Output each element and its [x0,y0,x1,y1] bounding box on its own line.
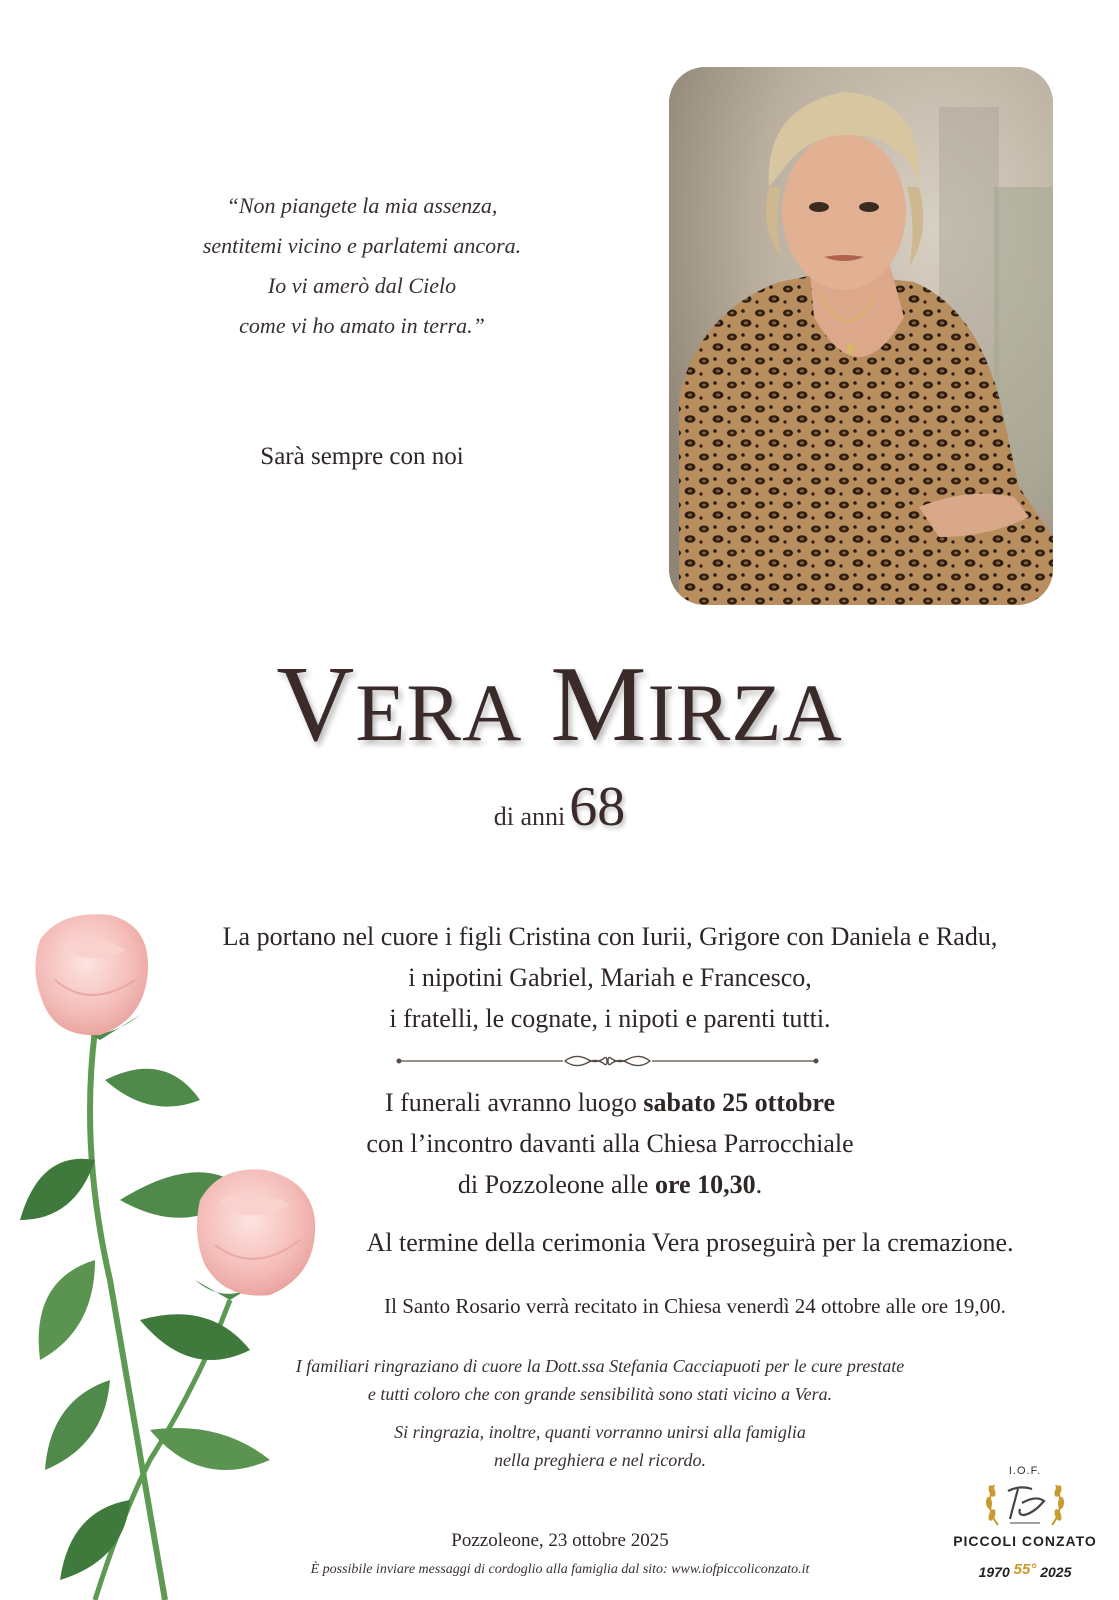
funeral-text: di Pozzoleone alle [457,1170,655,1199]
logo-years [945,1561,1105,1580]
thanks-note-2 [250,1418,950,1474]
ornament-divider [395,1050,820,1072]
quote-line: Io vi amerò dal Cielo [267,273,457,298]
subtitle: Sarà sempre con noi [260,443,464,470]
footer-link[interactable]: www.iofpiccoliconzato.it [671,1562,810,1577]
age-prefix: di anni [493,802,566,831]
funeral-text: con l’incontro davanti alla Chiesa Parrocchiale [366,1129,854,1158]
quote-line: sentitemi vicino e parlatemi ancora. [202,233,522,258]
name-first-rest: ERA [355,667,523,758]
name-last-initial: M [550,645,648,764]
logo-name: PICCOLI CONZATO [953,1533,1097,1549]
age-line [0,775,1119,839]
deceased-name [0,645,1119,768]
name-first-initial: V [276,645,356,764]
funeral-details [260,1082,960,1205]
cremation-note: Al termine della cerimonia Vera proseguirà per la cremazione. [366,1228,1014,1257]
place-date: Pozzoleone, 23 ottobre 2025 [451,1530,669,1551]
funeral-text: . [755,1170,763,1199]
family-line: i nipotini Gabriel, Mariah e Francesco, [408,963,812,992]
family-line: La portano nel cuore i figli Cristina con Iurii, Grigore con Daniela e Radu, [222,922,998,951]
funeral-text: I funerali avranno luogo [384,1088,644,1117]
quote-line: come vi ho amato in terra.” [239,313,485,338]
funeral-time: ore 10,30 [654,1170,756,1199]
funeral-home-logo [945,1465,1105,1590]
portrait-photo [669,67,1053,605]
thanks-line: nella preghiera e nel ricordo. [493,1450,707,1470]
portrait-image [669,67,1053,605]
rosary-note: Il Santo Rosario verrà recitato in Chiesa venerdì 24 ottobre alle ore 19,00. [384,1294,1006,1318]
funeral-date: sabato 25 ottobre [643,1088,836,1117]
roses-illustration [0,900,330,1600]
thanks-line: Si ringrazia, inoltre, quanti vorranno unirsi alla famiglia [394,1422,806,1442]
logo-year-end: 2025 [1040,1564,1072,1580]
footer-text: È possibile inviare messaggi di cordoglio alla famiglia dal sito: [310,1562,672,1577]
memorial-quote [120,186,604,346]
logo-year-start: 1970 [978,1564,1010,1580]
quote-line: “Non piangete la mia assenza, [226,193,498,218]
age-value: 68 [569,776,626,838]
family-line: i fratelli, le cognate, i nipoti e parenti tutti. [389,1004,831,1033]
logo-top-text: I.O.F. [1008,1465,1042,1477]
logo-anniversary: 55° [1013,1561,1037,1578]
thanks-line: I familiari ringraziano di cuore la Dott.ssa Stefania Cacciapuoti per le cure prestate [295,1356,905,1376]
name-last-rest: IRZA [647,667,843,758]
thanks-line: e tutti coloro che con grande sensibilità sono stati vicino a Vera. [367,1384,833,1404]
laurel-monogram-icon [980,1477,1070,1529]
